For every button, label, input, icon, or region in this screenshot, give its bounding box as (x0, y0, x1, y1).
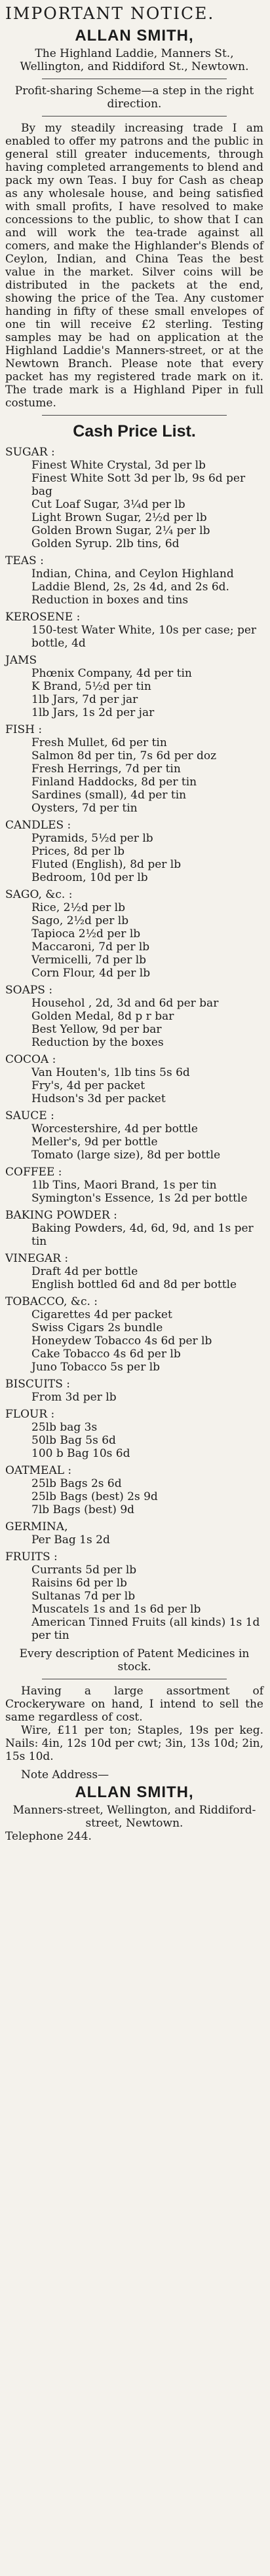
price-item: Honeydew Tobacco 4s 6d per lb (31, 1334, 212, 1348)
price-category: KEROSENE : (5, 611, 81, 624)
divider (42, 415, 227, 416)
price-item: Househol , 2d, 3d and 6d per bar (31, 997, 219, 1010)
price-item: Swiss Cigars 2s bundle (31, 1321, 163, 1334)
telephone: Telephone 244. (5, 1830, 92, 1843)
price-item: Muscatels 1s and 1s 6d per lb (31, 1603, 201, 1616)
price-item: Oysters, 7d per tin (31, 802, 138, 815)
price-category: BISCUITS : (5, 1378, 71, 1391)
price-item: Cake Tobacco 4s 6d per lb (31, 1348, 181, 1361)
footer-address: Manners-street, Wellington, and Riddiford-street, Newtown. (12, 1804, 256, 1830)
price-item: Finest White Crystal, 3d per lb (31, 459, 206, 472)
price-item: 1lb Tins, Maori Brand, 1s per tin (31, 1179, 217, 1192)
price-item: K Brand, 5½d per tin (31, 680, 151, 693)
price-item: Salmon 8d per tin, 7s 6d per doz (31, 749, 217, 762)
price-item: Fresh Mullet, 6d per tin (31, 736, 167, 749)
price-item: Rice, 2½d per lb (31, 901, 125, 914)
price-item: 25lb Bags 2s 6d (31, 1477, 122, 1490)
price-item: Bedroom, 10d per lb (31, 871, 148, 884)
price-item: Worcestershire, 4d per bottle (31, 1122, 198, 1136)
price-item: English bottled 6d and 8d per bottle (31, 1278, 237, 1291)
price-category: BAKING POWDER : (5, 1209, 117, 1222)
price-item: Prices, 8d per lb (31, 845, 125, 858)
price-item: Symington's Essence, 1s 2d per bottle (31, 1192, 248, 1205)
price-item: 1lb Jars, 7d per jar (31, 693, 138, 706)
price-item: Corn Flour, 4d per lb (31, 967, 151, 980)
price-category: FRUITS : (5, 1550, 58, 1564)
price-item: Fresh Herrings, 7d per tin (31, 762, 181, 776)
price-item: Draft 4d per bottle (31, 1265, 138, 1278)
price-item: Indian, China, and Ceylon Highland Laddie Blend, 2s, 2s 4d, and 2s 6d. Reduction in boxes and tins (31, 567, 234, 607)
profit-scheme: Profit-sharing Scheme—a step in the right direction. (14, 84, 254, 111)
price-item: Pyramids, 5½d per lb (31, 832, 153, 845)
footer-note: Note Address— (21, 1768, 109, 1781)
price-category: FLOUR : (5, 1408, 55, 1421)
price-item: 150-test Water White, 10s per case; per bottle, 4d (31, 624, 257, 650)
price-category: CANDLES : (5, 819, 71, 832)
price-item: 50lb Bag 5s 6d (31, 1434, 116, 1447)
price-item: From 3d per lb (31, 1391, 117, 1404)
merchant-address: The Highland Laddie, Manners St., Wellington, and Riddiford St., Newtown. (20, 47, 249, 73)
footer-merchant-name: ALLAN SMITH, (75, 1783, 194, 1801)
price-item: Vermicelli, 7d per lb (31, 954, 147, 967)
price-category: SAGO, &c. : (5, 888, 73, 901)
price-item: Raisins 6d per lb (31, 1577, 127, 1590)
price-item: 1lb Jars, 1s 2d per jar (31, 706, 155, 719)
price-category: OATMEAL : (5, 1464, 72, 1477)
price-item: Maccaroni, 7d per lb (31, 940, 150, 954)
price-category: VINEGAR : (5, 1252, 69, 1265)
price-category: SOAPS : (5, 984, 53, 997)
price-category: GERMINA, (5, 1520, 68, 1533)
price-item: Currants 5d per lb (31, 1564, 137, 1577)
price-item: Golden Brown Sugar, 2¼ per lb (31, 524, 210, 537)
price-category: SAUCE : (5, 1109, 54, 1122)
price-item: Fry's, 4d per packet (31, 1079, 145, 1092)
price-category: SUGAR : (5, 446, 55, 459)
price-item: Juno Tobacco 5s per lb (31, 1361, 161, 1374)
wire-prices: Wire, £11 per ton; Staples, 19s per keg. Nails: 4in, 12s 10d per cwt; 3in, 13s 10d; 2in, 15s 10d. (5, 1724, 263, 1763)
price-item: Fluted (English), 8d per lb (31, 858, 182, 871)
price-item: Finest White Sott 3d per lb, 9s 6d per bag (31, 472, 246, 498)
price-item: Per Bag 1s 2d (31, 1533, 110, 1547)
crockery-notice: Having a large assortment of Crockeryware on hand, I intend to sell the same regardless of cost. (5, 1685, 263, 1724)
price-item: 25lb bag 3s (31, 1421, 98, 1434)
price-item: Best Yellow, 9d per bar (31, 1023, 162, 1036)
price-item: Reduction by the boxes (31, 1036, 164, 1049)
price-item: Meller's, 9d per bottle (31, 1136, 158, 1149)
price-item: Tomato (large size), 8d per bottle (31, 1149, 221, 1162)
price-item: 25lb Bags (best) 2s 9d (31, 1490, 158, 1503)
price-item: Sago, 2½d per lb (31, 914, 129, 927)
price-item: 7lb Bags (best) 9d (31, 1503, 135, 1516)
merchant-name: ALLAN SMITH, (75, 27, 194, 45)
price-item: Golden Medal, 8d p r bar (31, 1010, 174, 1023)
price-category: JAMS (5, 654, 37, 667)
price-list (5, 446, 263, 1642)
price-item: Cigarettes 4d per packet (31, 1308, 172, 1321)
price-item: Sultanas 7d per lb (31, 1590, 136, 1603)
price-item: American Tinned Fruits (all kinds) 1s 1d per tin (31, 1616, 260, 1642)
price-item: Light Brown Sugar, 2½d per lb (31, 511, 207, 524)
price-list-title: Cash Price List. (73, 422, 196, 440)
price-item: 100 b Bag 10s 6d (31, 1447, 130, 1460)
price-category: FISH : (5, 723, 43, 736)
notice-title: IMPORTANT NOTICE. (5, 4, 215, 23)
price-item: Finland Haddocks, 8d per tin (31, 776, 197, 789)
price-item: Golden Syrup. 2lb tins, 6d (31, 537, 180, 550)
price-item: Cut Loaf Sugar, 3¼d per lb (31, 498, 185, 511)
price-item: Van Houten's, 1lb tins 5s 6d (31, 1066, 190, 1079)
price-item: Hudson's 3d per packet (31, 1092, 166, 1105)
price-item: Baking Powders, 4d, 6d, 9d, and 1s per tin (31, 1222, 254, 1248)
price-item: Sardines (small), 4d per tin (31, 789, 187, 802)
intro-paragraph: By my steadily increasing trade I am enabled to offer my patrons and the public in general still greater inducements, through having completed arrangements to blend and pack my own Teas. I buy for Cash as cheap as any wholesale house, and being satisfied with small profits, I have resolved to make concessions to the public, to show that I can and will work the tea-trade against all comers, and make the Highlander's Blends of Ceylon, Indian, and China Teas the best value in the market. Silver coins will be distributed in the packets at the end, showing the price of the Tea. Any customer handing in fifty of these small envelopes of one tin will receive £2 sterling. Testing samples may be had on application at the Highland Laddie's Manners-street, or at the Newtown Branch. Please note that every packet has my registered trade mark on it. The trade mark is a Highland Piper in full costume. (5, 122, 263, 410)
price-item: Phœnix Company, 4d per tin (31, 667, 192, 680)
price-category: TOBACCO, &c. : (5, 1295, 98, 1308)
patent-medicines: Every description of Patent Medicines in stock. (19, 1647, 250, 1673)
price-item: Tapioca 2½d per lb (31, 927, 141, 940)
price-category: COFFEE : (5, 1166, 62, 1179)
price-category: TEAS : (5, 554, 44, 567)
price-category: COCOA : (5, 1053, 56, 1066)
